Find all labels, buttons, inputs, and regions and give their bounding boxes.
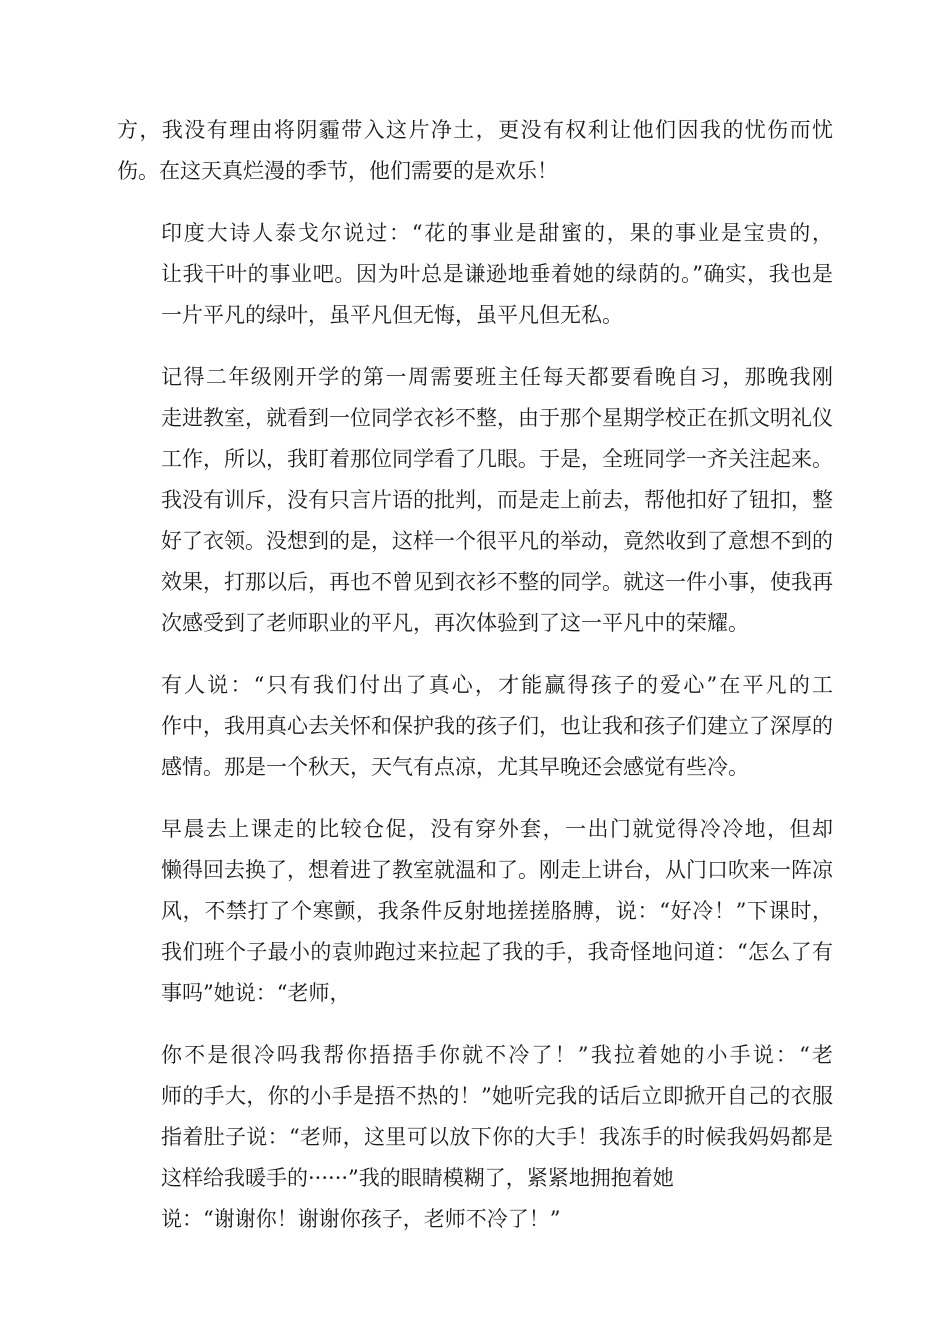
paragraph-line: 好了衣领。没想到的是，这样一个很平凡的举动，竟然收到了意想不到的: [161, 529, 833, 553]
paragraph-line: 指着肚子说：“老师，这里可以放下你的大手！我冻手的时候我妈妈都是: [161, 1125, 833, 1149]
paragraph-line: 事吗”她说：“老师，: [161, 981, 351, 1005]
paragraph-3: [117, 357, 833, 644]
paragraph-line: 我们班个子最小的袁帅跑过来拉起了我的手，我奇怪地问道：“怎么了有: [161, 940, 833, 964]
paragraph-line: 有人说：“只有我们付出了真心，才能赢得孩子的爱心”在平凡的工: [161, 673, 833, 697]
paragraph-2: [117, 213, 833, 336]
paragraph-line: 我没有训斥，没有只言片语的批判，而是走上前去，帮他扣好了钮扣，整: [161, 488, 833, 512]
paragraph-1: [117, 110, 833, 192]
paragraph-line: 师的手大，你的小手是捂不热的！”她听完我的话后立即掀开自己的衣服: [161, 1084, 833, 1108]
paragraph-line: 工作，所以，我盯着那位同学看了几眼。于是，全班同学一齐关注起来。: [161, 447, 833, 471]
paragraph-4: [117, 665, 833, 788]
paragraph-line: 风，不禁打了个寒颤，我条件反射地搓搓胳膊，说：“好冷！”下课时，: [161, 899, 833, 923]
paragraph-6: [117, 1035, 833, 1240]
paragraph-line: 感情。那是一个秋天，天气有点凉，尤其早晚还会感觉有些冷。: [161, 755, 749, 779]
paragraph-line: 一片平凡的绿叶，虽平凡但无悔，虽平凡但无私。: [161, 303, 623, 327]
paragraph-line: 效果，打那以后，再也不曾见到衣衫不整的同学。就这一件小事，使我再: [161, 570, 833, 594]
paragraph-line: 印度大诗人泰戈尔说过：“花的事业是甜蜜的，果的事业是宝贵的，: [161, 221, 833, 245]
paragraph-line: 你不是很冷吗我帮你捂捂手你就不冷了！”我拉着她的小手说：“老: [161, 1043, 833, 1067]
paragraph-line: 方，我没有理由将阴霾带入这片净土，更没有权利让他们因我的忧伤而忧: [117, 118, 833, 142]
paragraph-line: 让我干叶的事业吧。因为叶总是谦逊地垂着她的绿荫的。”确实，我也是: [161, 262, 833, 286]
paragraph-line: 这样给我暖手的······”我的眼睛模糊了，紧紧地拥抱着她: [161, 1166, 674, 1190]
paragraph-line: 说：“谢谢你！谢谢你孩子，老师不冷了！”: [161, 1207, 561, 1231]
document-page: [117, 110, 833, 1261]
paragraph-line: 走进教室，就看到一位同学衣衫不整，由于那个星期学校正在抓文明礼仪: [161, 406, 833, 430]
paragraph-line: 早晨去上课走的比较仓促，没有穿外套，一出门就觉得冷冷地，但却: [161, 817, 833, 841]
paragraph-5: [117, 809, 833, 1014]
paragraph-line: 次感受到了老师职业的平凡，再次体验到了这一平凡中的荣耀。: [161, 611, 749, 635]
paragraph-line: 懒得回去换了，想着进了教室就温和了。刚走上讲台，从门口吹来一阵凉: [161, 858, 833, 882]
paragraph-line: 记得二年级刚开学的第一周需要班主任每天都要看晚自习，那晚我刚: [161, 365, 833, 389]
paragraph-line: 伤。在这天真烂漫的季节，他们需要的是欢乐！: [117, 159, 558, 183]
paragraph-line: 作中，我用真心去关怀和保护我的孩子们，也让我和孩子们建立了深厚的: [161, 714, 833, 738]
